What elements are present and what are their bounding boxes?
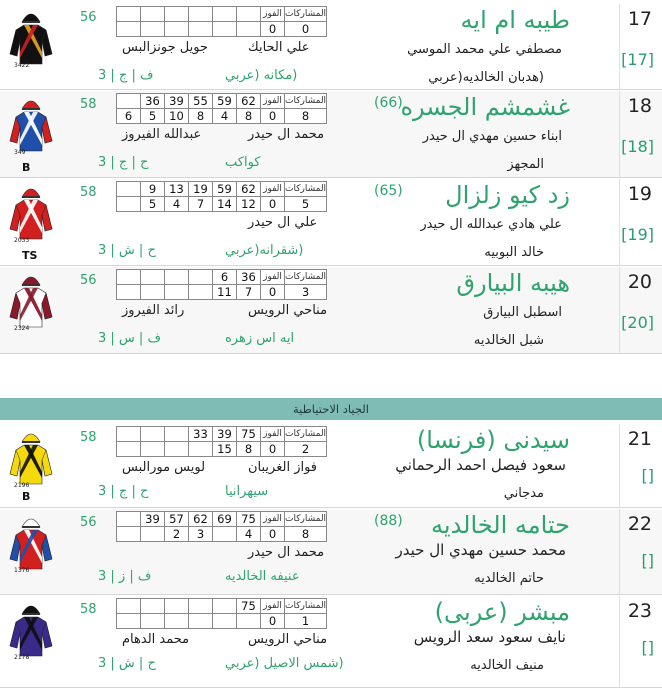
- stats-cell: 13: [165, 182, 189, 197]
- stats-cell: 0: [261, 442, 285, 457]
- stats-cell: [117, 270, 141, 285]
- silks-number: 1376: [14, 567, 30, 574]
- stats-cell: 33: [189, 427, 213, 442]
- form-stats-table: [116, 511, 327, 542]
- stats-cell: 62: [237, 182, 261, 197]
- stats-cell: [141, 22, 165, 37]
- owner-name: مصطفي علي محمد الموسي: [407, 42, 562, 57]
- column-divider: [619, 509, 620, 594]
- stats-cell: [141, 285, 165, 300]
- stats-cell: [213, 599, 237, 614]
- owner-name: علي هادي عبدالله ال حيدر: [420, 217, 562, 232]
- runner-number: 21: [627, 428, 652, 450]
- silks-number: 2324: [14, 325, 30, 332]
- stats-cell: 12: [237, 197, 261, 212]
- dam-name: عنيفه الخالديه: [225, 569, 300, 584]
- stats-cell: 4: [237, 527, 261, 542]
- silks-number: 2178: [14, 654, 30, 661]
- runner-draw: []: [641, 551, 654, 570]
- jockey-silks: [8, 271, 54, 333]
- stats-cell: [165, 599, 189, 614]
- jockey-silks-icon: [8, 513, 54, 575]
- runner-draw: []: [641, 638, 654, 657]
- stats-cell: 39: [165, 94, 189, 109]
- stats-cell: 6: [117, 109, 141, 124]
- carried-weight: 58: [80, 430, 97, 445]
- jockey-silks-icon: [8, 428, 54, 490]
- stats-cell: [189, 285, 213, 300]
- carried-weight: 58: [80, 97, 97, 112]
- trainer-name: فواز الغريبان: [248, 460, 318, 475]
- runner-number: 17: [627, 8, 652, 30]
- jockey-silks-icon: [8, 95, 54, 157]
- column-divider: [619, 4, 620, 89]
- horse-name[interactable]: هيبه البيارق: [456, 269, 570, 297]
- jockey-name: لويس مورالبس: [122, 460, 206, 475]
- runner-draw: []: [641, 466, 654, 485]
- stats-cell: [213, 22, 237, 37]
- runner-row: [0, 509, 662, 595]
- stats-header-participations: المشاركات: [285, 512, 327, 527]
- stats-header-participations: المشاركات: [285, 182, 327, 197]
- stats-cell: [117, 197, 141, 212]
- stats-cell: 75: [237, 427, 261, 442]
- form-stats-table: [116, 598, 327, 629]
- stats-cell: [117, 442, 141, 457]
- equipment-code: B: [22, 161, 31, 174]
- stats-cell: 8: [237, 442, 261, 457]
- silks-number: 349: [14, 149, 26, 156]
- dam-name: (شقرانه(عربي: [225, 243, 304, 258]
- runner-number: 20: [627, 271, 652, 293]
- breeder-name: حاتم الخالديه: [474, 571, 544, 586]
- stats-cell: [117, 427, 141, 442]
- trainer-name: علي الحايك: [248, 40, 310, 55]
- jockey-silks: [8, 513, 54, 575]
- stats-cell: 39: [141, 512, 165, 527]
- stats-cell: 69: [213, 512, 237, 527]
- breeder-name: شبل الخالديه: [473, 333, 544, 348]
- stats-cell: 0: [261, 22, 285, 37]
- stats-cell: 39: [213, 427, 237, 442]
- owner-name: ابناء حسين مهدي ال حيدر: [422, 129, 562, 144]
- stats-header-wins: الفوز: [261, 7, 285, 22]
- stats-cell: [237, 7, 261, 22]
- stats-header-participations: المشاركات: [285, 270, 327, 285]
- stats-cell: [165, 614, 189, 629]
- stats-cell: [237, 614, 261, 629]
- stats-cell: [117, 599, 141, 614]
- stats-cell: [165, 270, 189, 285]
- stats-cell: 4: [165, 197, 189, 212]
- stats-cell: 75: [237, 512, 261, 527]
- stats-header-participations: المشاركات: [285, 599, 327, 614]
- trainer-name: مناحي الرويس: [248, 632, 328, 647]
- breeder-name: منيف الخالديه: [470, 658, 544, 673]
- stats-cell: [141, 527, 165, 542]
- stats-cell: 0: [285, 22, 327, 37]
- horse-name[interactable]: سيدنى (فرنسا): [416, 426, 570, 454]
- stats-cell: [141, 427, 165, 442]
- runner-number: 22: [627, 513, 652, 535]
- stats-cell: 36: [237, 270, 261, 285]
- stats-cell: 5: [141, 109, 165, 124]
- trainer-name: محمد ال حيدر: [248, 545, 325, 560]
- dam-name: سيهرانيا: [225, 484, 269, 499]
- stats-cell: [117, 512, 141, 527]
- stats-header-wins: الفوز: [261, 182, 285, 197]
- horse-code: ف | ز | 3: [98, 569, 152, 584]
- jockey-silks-icon: [8, 8, 54, 70]
- runner-number: 19: [627, 183, 652, 205]
- form-stats-table: [116, 181, 327, 212]
- stats-cell: 11: [213, 285, 237, 300]
- jockey-silks: [8, 428, 54, 490]
- carried-weight: 58: [80, 185, 97, 200]
- jockey-silks-icon: [8, 271, 54, 333]
- stats-cell: 19: [189, 182, 213, 197]
- runner-number: 23: [627, 600, 652, 622]
- jockey-name: عبدالله الفيروز: [122, 127, 202, 142]
- dam-name: (شمس الاصيل (عربي: [225, 656, 344, 671]
- horse-code: ف | ج | 3: [98, 68, 154, 83]
- runner-row: [0, 4, 662, 90]
- stats-cell: 62: [237, 94, 261, 109]
- jockey-silks: [8, 95, 54, 157]
- stats-cell: 36: [141, 94, 165, 109]
- stats-cell: 4: [213, 109, 237, 124]
- form-stats-table: [116, 269, 327, 300]
- column-divider: [619, 424, 620, 507]
- stats-cell: [189, 22, 213, 37]
- column-divider: [619, 91, 620, 177]
- horse-code: ح | ش | 3: [98, 656, 156, 671]
- horse-rating: (88): [374, 513, 403, 529]
- silks-number: 3422: [14, 62, 30, 69]
- runner-row: [0, 596, 662, 688]
- stats-cell: [237, 22, 261, 37]
- runner-draw: [18]: [621, 137, 654, 156]
- stats-cell: [117, 7, 141, 22]
- reserve-horses-header: الجياد الاحتياطية: [0, 398, 662, 420]
- stats-cell: 10: [165, 109, 189, 124]
- silks-number: 2196: [14, 482, 30, 489]
- dam-name: ايه اس زهره: [225, 331, 295, 346]
- jockey-name: رائد الفيروز: [122, 303, 185, 318]
- stats-cell: [141, 270, 165, 285]
- stats-cell: 3: [285, 285, 327, 300]
- horse-code: ف | س | 3: [98, 331, 161, 346]
- stats-cell: 0: [261, 285, 285, 300]
- horse-rating: (66): [374, 95, 403, 111]
- stats-cell: [165, 22, 189, 37]
- runner-number: 18: [627, 95, 652, 117]
- jockey-name: محمد الدهام: [122, 632, 190, 647]
- form-stats-table: [116, 6, 327, 37]
- horse-rating: (65): [374, 183, 403, 199]
- horse-code: ح | ج | 3: [98, 484, 149, 499]
- stats-cell: 0: [261, 197, 285, 212]
- carried-weight: 56: [80, 273, 97, 288]
- breeder-name: المجهز: [507, 157, 544, 172]
- horse-name[interactable]: غشمشم الجسره: [400, 93, 570, 121]
- stats-cell: 7: [189, 197, 213, 212]
- stats-cell: [189, 7, 213, 22]
- carried-weight: 56: [80, 10, 97, 25]
- stats-cell: 8: [237, 109, 261, 124]
- stats-cell: 59: [213, 94, 237, 109]
- stats-header-wins: الفوز: [261, 512, 285, 527]
- stats-cell: 2: [285, 442, 327, 457]
- dam-name: كواكب: [225, 155, 261, 170]
- carried-weight: 58: [80, 602, 97, 617]
- equipment-code: TS: [22, 249, 38, 262]
- runner-row: [0, 424, 662, 508]
- stats-cell: 5: [285, 197, 327, 212]
- stats-cell: [165, 7, 189, 22]
- stats-cell: [189, 599, 213, 614]
- stats-cell: [117, 182, 141, 197]
- stats-cell: 14: [213, 197, 237, 212]
- jockey-silks-icon: [8, 183, 54, 245]
- stats-cell: 9: [141, 182, 165, 197]
- owner-name: نايف سعود سعد الرويس: [413, 628, 566, 646]
- form-stats-table: [116, 93, 327, 124]
- form-stats-table: [116, 426, 327, 457]
- stats-cell: 57: [165, 512, 189, 527]
- stats-header-participations: المشاركات: [285, 427, 327, 442]
- breeder-name: مدجاني: [503, 486, 544, 501]
- jockey-silks-icon: [8, 600, 54, 662]
- stats-cell: 55: [189, 94, 213, 109]
- silks-number: 2033: [14, 237, 30, 244]
- stats-cell: [165, 285, 189, 300]
- dam-name: (مكانه (عربي: [225, 68, 298, 83]
- stats-header-participations: المشاركات: [285, 7, 327, 22]
- runner-draw: [20]: [621, 313, 654, 332]
- stats-cell: [165, 427, 189, 442]
- runner-draw: [19]: [621, 225, 654, 244]
- stats-header-wins: الفوز: [261, 94, 285, 109]
- stats-cell: 2: [165, 527, 189, 542]
- stats-cell: 8: [285, 527, 327, 542]
- runner-row: [0, 91, 662, 178]
- jockey-silks: [8, 8, 54, 70]
- stats-cell: 62: [189, 512, 213, 527]
- stats-header-wins: الفوز: [261, 599, 285, 614]
- stats-cell: [141, 599, 165, 614]
- trainer-name: علي ال حيدر: [248, 215, 318, 230]
- stats-cell: [213, 7, 237, 22]
- breeder-name: خالد البوبيه: [484, 245, 544, 260]
- trainer-name: مناحي الرويس: [248, 303, 328, 318]
- stats-cell: 0: [261, 614, 285, 629]
- stats-cell: [117, 285, 141, 300]
- stats-cell: 15: [213, 442, 237, 457]
- owner-name: سعود فيصل احمد الرحماني: [395, 456, 566, 474]
- column-divider: [619, 267, 620, 353]
- trainer-name: محمد ال حيدر: [248, 127, 325, 142]
- horse-code: ح | ج | 3: [98, 155, 149, 170]
- runner-row: [0, 179, 662, 266]
- stats-header-wins: الفوز: [261, 427, 285, 442]
- stats-cell: [213, 614, 237, 629]
- breeder-name: (هدبان الخالديه(عربي: [428, 70, 544, 85]
- stats-cell: 7: [237, 285, 261, 300]
- stats-cell: [117, 94, 141, 109]
- stats-cell: 5: [141, 197, 165, 212]
- owner-name: اسطبل البيارق: [483, 305, 562, 320]
- jockey-name: جويل جونزالبس: [122, 40, 208, 55]
- stats-cell: 6: [213, 270, 237, 285]
- stats-header-wins: الفوز: [261, 270, 285, 285]
- column-divider: [619, 596, 620, 687]
- stats-cell: [141, 7, 165, 22]
- stats-cell: [189, 270, 213, 285]
- stats-cell: 0: [261, 109, 285, 124]
- stats-cell: [165, 442, 189, 457]
- stats-cell: 0: [261, 527, 285, 542]
- stats-cell: [141, 442, 165, 457]
- owner-name: محمد حسين مهدي ال حيدر: [395, 541, 566, 559]
- carried-weight: 56: [80, 515, 97, 530]
- stats-cell: [189, 442, 213, 457]
- stats-cell: 1: [285, 614, 327, 629]
- stats-cell: 3: [189, 527, 213, 542]
- equipment-code: B: [22, 490, 31, 503]
- stats-header-participations: المشاركات: [285, 94, 327, 109]
- stats-cell: 8: [189, 109, 213, 124]
- horse-name[interactable]: طيبه ام ايه: [460, 6, 570, 34]
- stats-cell: 8: [285, 109, 327, 124]
- stats-cell: 59: [213, 182, 237, 197]
- horse-code: ح | ش | 3: [98, 243, 156, 258]
- jockey-silks: [8, 183, 54, 245]
- horse-name[interactable]: حتامه الخالديه: [431, 511, 570, 539]
- column-divider: [619, 179, 620, 265]
- runner-row: [0, 267, 662, 354]
- stats-cell: [117, 22, 141, 37]
- jockey-silks: [8, 600, 54, 662]
- horse-name[interactable]: مبشر (عربى): [434, 598, 570, 626]
- stats-cell: [213, 527, 237, 542]
- stats-cell: 75: [237, 599, 261, 614]
- stats-cell: [189, 614, 213, 629]
- runner-draw: [17]: [621, 50, 654, 69]
- stats-cell: [141, 614, 165, 629]
- horse-name[interactable]: زد كيو زلزال: [445, 181, 570, 209]
- stats-cell: [117, 527, 141, 542]
- stats-cell: [117, 614, 141, 629]
